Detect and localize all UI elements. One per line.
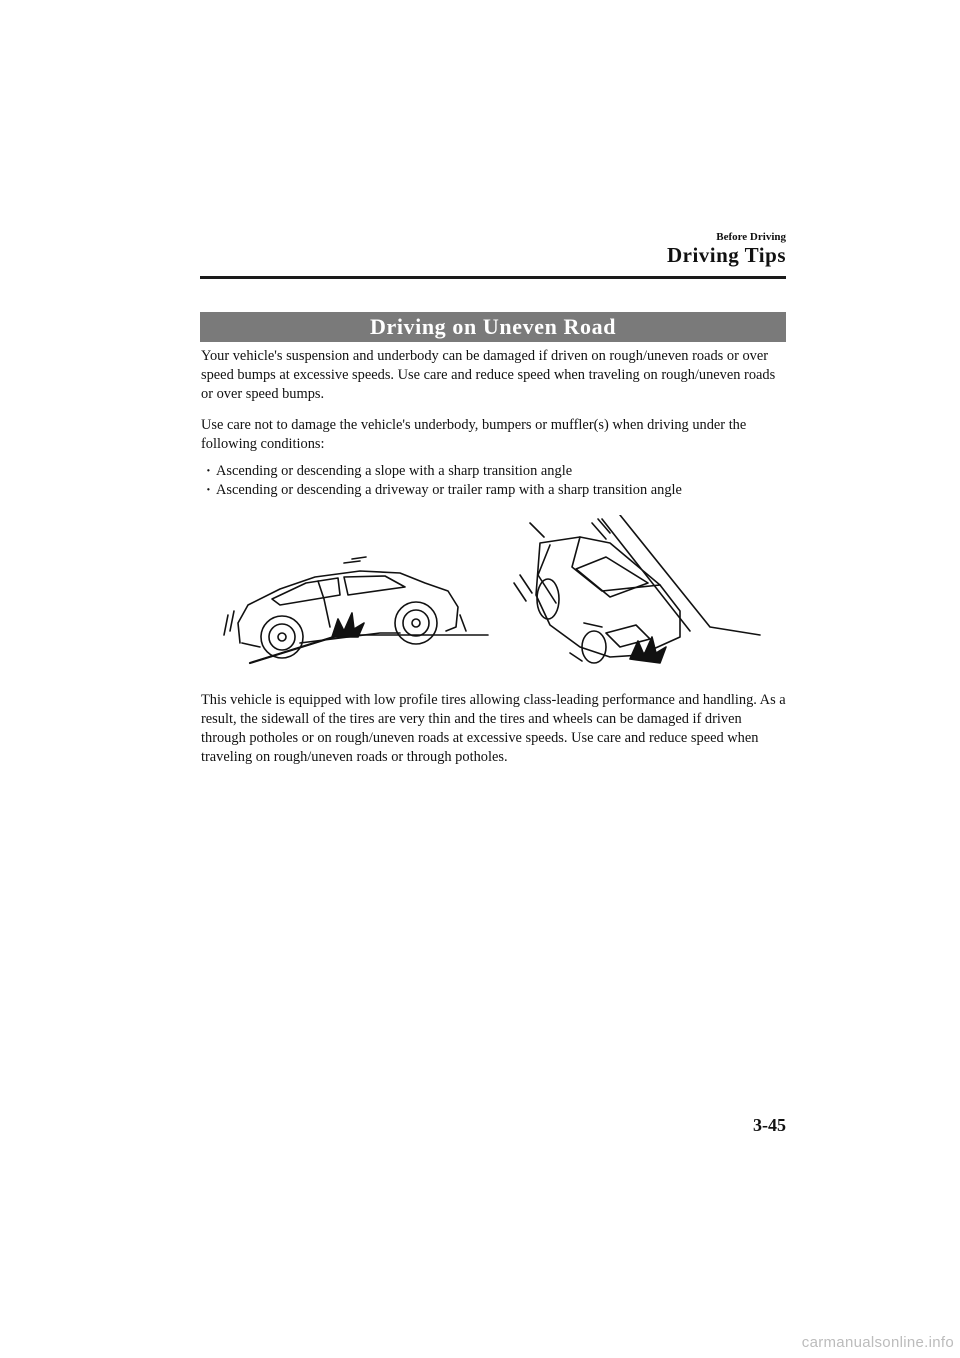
tires-paragraph: This vehicle is equipped with low profile tires allowing class-leading performance and handling. As a result, the sidewall of the tires are very thin and the tires and wheels can be damaged if driven through potholes or on rough/uneven roads at excessive speeds. Use care and reduce speed when traveling on rough/uneven roads or through potholes. <box>201 692 786 765</box>
watermark: carmanualsonline.info <box>801 1334 954 1351</box>
list-item: · Ascending or descending a slope with a sharp transition angle <box>206 462 682 481</box>
car-ramp-illustration <box>514 515 760 663</box>
topic-banner <box>200 312 786 342</box>
list-item: · Ascending or descending a driveway or trailer ramp with a sharp transition angle <box>206 481 682 500</box>
illustration <box>220 515 765 675</box>
page-number: 3-45 <box>753 1115 786 1135</box>
section-title: Driving Tips <box>666 243 786 267</box>
car-slope-illustration <box>224 557 488 663</box>
conditions-paragraph: Use care not to damage the vehicle's underbody, bumpers or muffler(s) when driving under the following conditions: <box>201 417 747 452</box>
section-label: Before Driving <box>716 231 786 243</box>
header-rule <box>200 276 786 279</box>
conditions-list <box>206 462 682 500</box>
intro-paragraph: Your vehicle's suspension and underbody can be damaged if driven on rough/uneven roads or over speed bumps at excessive speeds. Use care and reduce speed when traveling on rough/uneven roads or over speed bumps. <box>201 348 776 402</box>
topic-banner-title: Driving on Uneven Road <box>369 314 617 339</box>
